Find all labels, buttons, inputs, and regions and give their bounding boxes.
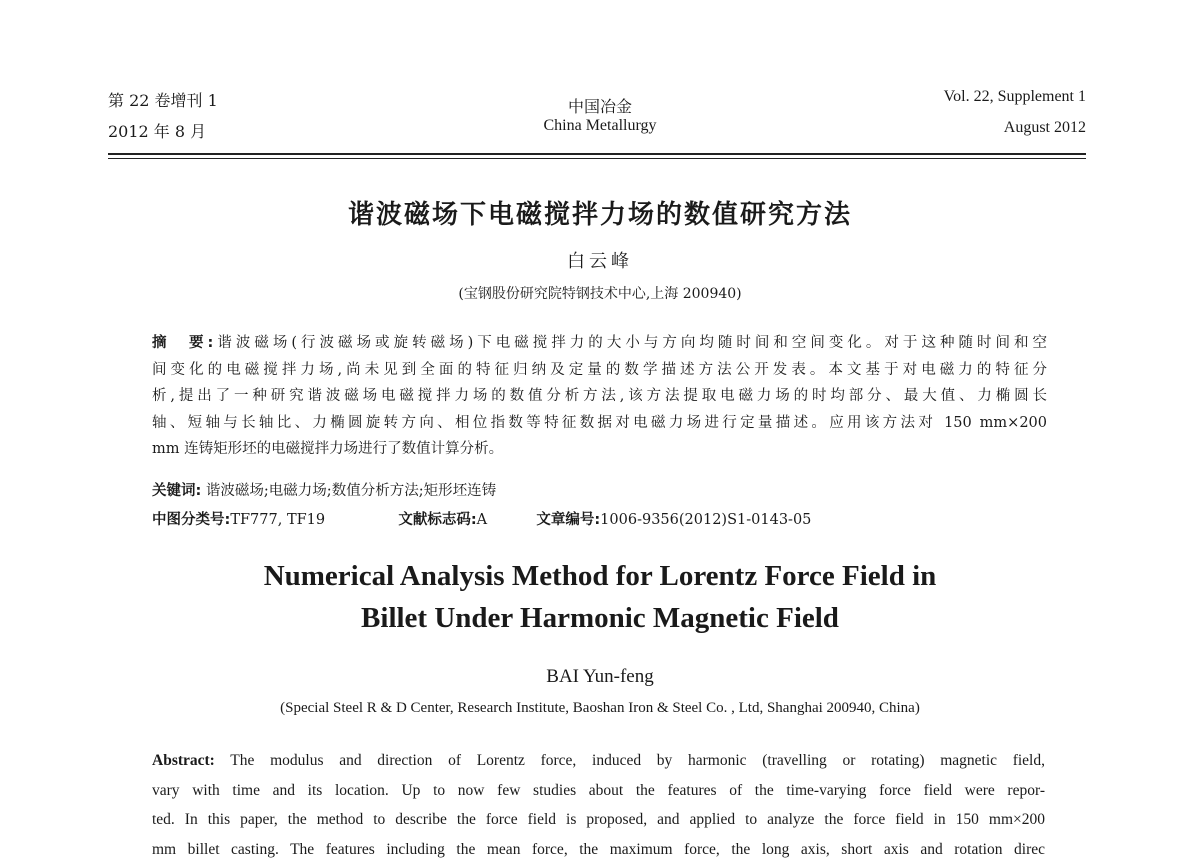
keywords-cn-label: 关键词: bbox=[152, 483, 201, 499]
abstract-en-line: vary with time and its location. Up to now few studies about the features of the time-varying force field were repor- bbox=[152, 776, 1045, 806]
author-cn: 白云峰 bbox=[0, 247, 1200, 273]
abstract-cn bbox=[152, 330, 1047, 463]
header-rule-thick bbox=[108, 153, 1086, 155]
journal-name-cn: 中国冶金 bbox=[0, 94, 1200, 117]
journal-date-cn: 2012 年 8 月 bbox=[108, 119, 206, 142]
abstract-en-line: ted. In this paper, the method to describe the force field is proposed, and applied to analyze the force field in 150 mm×200 bbox=[152, 805, 1045, 835]
abstract-cn-line: 摘 要:谐波磁场(行波磁场或旋转磁场)下电磁搅拌力的大小与方向均随时间和空间变化。对于这种随时间和空 bbox=[152, 330, 1047, 357]
author-en: BAI Yun-feng bbox=[0, 666, 1200, 688]
abstract-en bbox=[152, 746, 1045, 864]
paper-title-cn: 谐波磁场下电磁搅拌力场的数值研究方法 bbox=[0, 194, 1200, 231]
header-rule-thin bbox=[108, 158, 1086, 159]
abstract-en-label: Abstract: bbox=[152, 752, 215, 769]
doc-code-label: 文献标志码: bbox=[398, 512, 476, 528]
keywords-cn-text: 谐波磁场;电磁力场;数值分析方法;矩形坯连铸 bbox=[206, 483, 496, 499]
journal-name-en: China Metallurgy bbox=[0, 117, 1200, 135]
paper-title-en-line2: Billet Under Harmonic Magnetic Field bbox=[0, 602, 1200, 635]
article-no-label: 文章编号: bbox=[536, 512, 600, 528]
journal-volume-cn: 第 22 卷增刊 1 bbox=[108, 88, 218, 111]
paper-title-en-line1: Numerical Analysis Method for Lorentz Force Field in bbox=[0, 560, 1200, 593]
affiliation-cn: (宝钢股份研究院特钢技术中心,上海 200940) bbox=[0, 283, 1200, 303]
abstract-cn-line: 轴、短轴与长轴比、力椭圆旋转方向、相位指数等特征数据对电磁力场进行定量描述。应用该方法对 150 mm×200 bbox=[152, 410, 1047, 437]
abstract-cn-line: 间变化的电磁搅拌力场,尚未见到全面的特征归纳及定量的数学描述方法公开发表。本文基于对电磁力的特征分 bbox=[152, 357, 1047, 384]
clc-value: TF777, TF19 bbox=[230, 512, 325, 528]
journal-date-en: August 2012 bbox=[1004, 119, 1086, 137]
abstract-en-line: mm billet casting. The features including the mean force, the maximum force, the long axis, short axis and rotation direc bbox=[152, 835, 1045, 864]
abstract-cn-line: mm 连铸矩形坯的电磁搅拌力场进行了数值计算分析。 bbox=[152, 436, 1047, 463]
abstract-en-line: Abstract: The modulus and direction of Lorentz force, induced by harmonic (travelling or rotating) magnetic field, bbox=[152, 746, 1045, 776]
journal-volume-en: Vol. 22, Supplement 1 bbox=[944, 88, 1086, 106]
clc-label: 中图分类号: bbox=[152, 512, 230, 528]
affiliation-en: (Special Steel R & D Center, Research Institute, Baoshan Iron & Steel Co. , Ltd, Shanghai 200940, China) bbox=[0, 700, 1200, 717]
keywords-cn bbox=[152, 479, 496, 500]
abstract-cn-line: 析,提出了一种研究谐波磁场电磁搅拌力场的数值分析方法,该方法提取电磁力场的时均部分、最大值、力椭圆长 bbox=[152, 383, 1047, 410]
abstract-cn-label: 摘 要: bbox=[152, 335, 213, 351]
classification-line bbox=[152, 508, 811, 529]
doc-code-value: A bbox=[477, 512, 487, 528]
article-no-value: 1006-9356(2012)S1-0143-05 bbox=[600, 512, 811, 528]
